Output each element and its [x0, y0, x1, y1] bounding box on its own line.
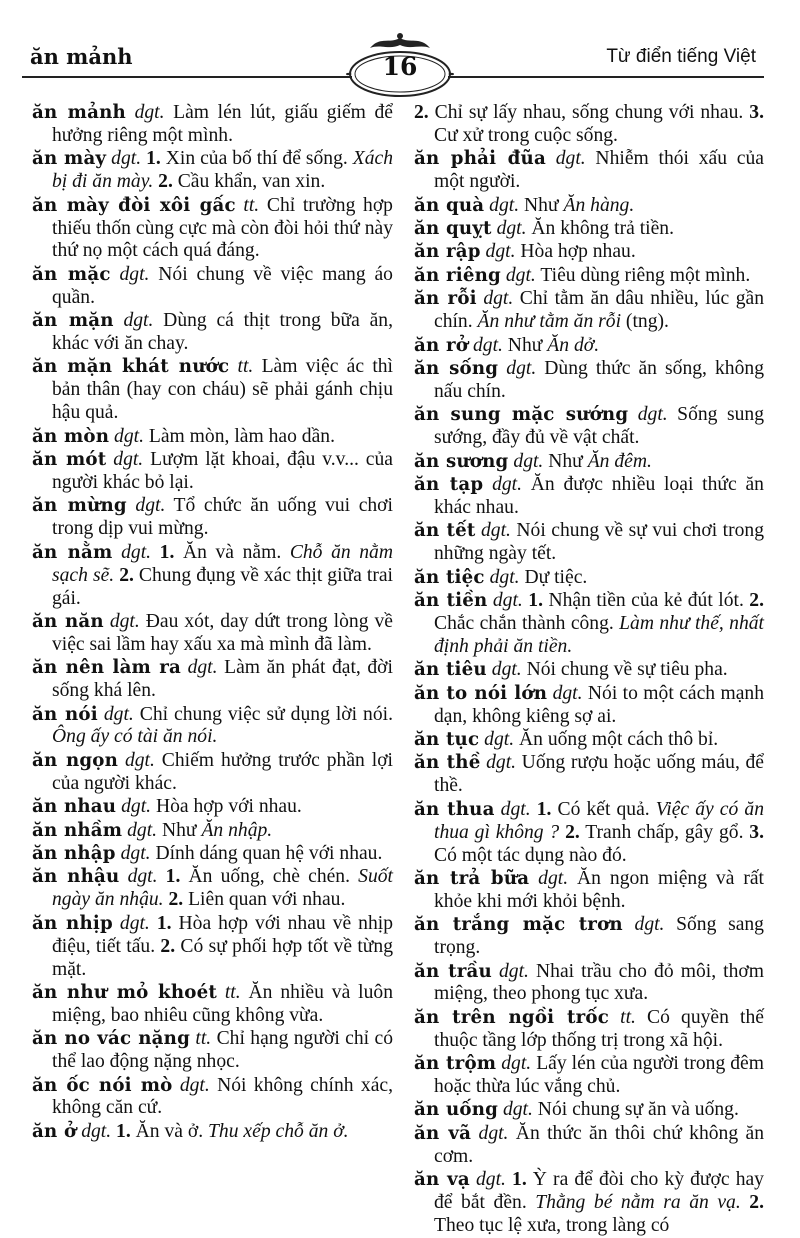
definition-text: Hòa hợp với nhau về nhịp điệu, tiết tấu.	[52, 912, 394, 957]
header-rule-right	[448, 76, 764, 78]
dictionary-entry	[32, 1075, 393, 1121]
headword: ăn to nói lớn	[414, 682, 548, 704]
definition-text: Có kết quả.	[551, 798, 656, 820]
definition-text: Chỉ hạng người chỉ có thể lao động nặng nhọc.	[52, 1028, 393, 1073]
headword: ăn rỗi	[414, 288, 477, 310]
part-of-speech: dgt.	[513, 450, 544, 472]
example-text: Ăn hàng.	[563, 194, 635, 216]
headword: ăn tục	[414, 728, 480, 750]
part-of-speech: dgt.	[119, 263, 150, 285]
part-of-speech: dgt.	[127, 866, 158, 888]
sense-number: 2.	[160, 935, 176, 957]
headword: ăn thề	[414, 752, 481, 774]
part-of-speech: tt.	[237, 356, 254, 378]
definition-text: Đau xót, day dứt trong lòng về việc sai lầm hay xấu xa mà mình đã làm.	[52, 610, 393, 655]
part-of-speech: dgt.	[500, 798, 531, 820]
definition-text: Dính dáng quan hệ với nhau.	[150, 843, 383, 864]
headword: ăn ở	[32, 1120, 77, 1142]
sense-number: 1.	[116, 1120, 131, 1142]
example-text: Làm như thế, nhất định phải ăn tiền.	[434, 612, 764, 657]
definition-text: Ăn được nhiều loại thức ăn khác nhau.	[434, 474, 764, 518]
sense-number: 1.	[528, 590, 543, 612]
example-text: Chỗ ăn nằm sạch sẽ.	[52, 541, 394, 586]
sense-number: 1.	[512, 1169, 527, 1191]
definition-text: Tranh chấp, gây gổ.	[579, 821, 750, 843]
dictionary-entry	[32, 1121, 393, 1144]
headword: ăn mừng	[32, 495, 127, 517]
part-of-speech: dgt.	[81, 1120, 112, 1142]
dictionary-entry	[32, 148, 393, 194]
dictionary-entry	[414, 961, 764, 1007]
example-text: Ăn đêm.	[587, 450, 652, 472]
headword: ăn mòn	[32, 425, 110, 447]
example-text: Thằng bé nằm ra ăn vạ.	[535, 1192, 741, 1214]
dictionary-entry	[32, 356, 393, 425]
part-of-speech: dgt.	[492, 474, 523, 495]
headword: ăn trả bữa	[414, 867, 530, 889]
headword: ăn tết	[414, 520, 476, 542]
definition-text: Có một tác dụng nào đó.	[434, 844, 627, 866]
running-head-right: Từ điển tiếng Việt	[606, 46, 756, 67]
part-of-speech: dgt.	[480, 520, 511, 542]
dictionary-entry	[414, 567, 764, 590]
sense-number: 3.	[749, 102, 764, 123]
headword: ăn rở	[414, 334, 469, 356]
definition-text: Lấy lén của người trong đêm hoặc thừa lúc vắng chủ.	[434, 1053, 764, 1098]
sense-number: 1.	[159, 541, 175, 563]
example-text: Ăn như tằm ăn rỗi	[477, 311, 622, 333]
part-of-speech: dgt.	[502, 1099, 533, 1121]
dictionary-entry	[32, 796, 393, 819]
definition-text: Ăn ngon miệng và rất khỏe khi mới khỏi bệnh.	[434, 867, 765, 912]
definition-text: Hòa hợp nhau.	[515, 241, 636, 263]
dictionary-entry	[32, 264, 393, 310]
part-of-speech: dgt.	[475, 1169, 506, 1191]
part-of-speech: dgt.	[483, 288, 514, 310]
definition-text: Chỉ sự lấy nhau, sống chung với nhau.	[428, 102, 750, 123]
definition-text: Có sự phối hợp tốt về từng mặt.	[52, 935, 393, 980]
headword: ăn quà	[414, 194, 485, 216]
dictionary-entry	[414, 288, 764, 334]
headword: ăn mày đòi xôi gấc	[32, 194, 236, 216]
definition-text: Nhận tiền của kẻ đút lót.	[542, 590, 750, 612]
headword: ăn nhầm	[32, 819, 123, 841]
definition-text: Chiếm hưởng trước phần lợi của người khác.	[52, 749, 393, 794]
definition-text: Nói chung sự ăn và uống.	[532, 1099, 739, 1121]
dictionary-entry	[32, 310, 393, 356]
sense-number: 3.	[749, 821, 764, 843]
part-of-speech: dgt.	[489, 194, 520, 216]
headword: ăn riêng	[414, 264, 501, 286]
headword: ăn mót	[32, 449, 107, 471]
dictionary-entry	[414, 241, 764, 264]
headword: ăn trên ngồi trốc	[414, 1006, 610, 1028]
example-text: Ăn dở.	[547, 334, 600, 356]
definition-text: (tng).	[621, 311, 669, 333]
definition-text: Tiêu dùng riêng một mình.	[535, 264, 751, 286]
part-of-speech: dgt.	[119, 912, 150, 934]
headword: ăn mặn	[32, 310, 114, 332]
part-of-speech: dgt.	[109, 610, 140, 632]
example-text: Ăn nhập.	[201, 819, 273, 841]
definition-text: Liên quan với nhau.	[183, 889, 346, 911]
part-of-speech: dgt.	[121, 796, 152, 818]
sense-number: 2.	[749, 1192, 764, 1214]
part-of-speech: dgt.	[135, 495, 166, 517]
dictionary-entry	[414, 868, 764, 914]
definition-text: Ăn uống, chè chén.	[180, 866, 359, 888]
definition-text: Chung đụng về xác thịt giữa trai gái.	[52, 564, 393, 609]
definition-text: Chỉ tằm ăn dâu nhiều, lúc gần chín.	[434, 288, 764, 333]
part-of-speech: dgt.	[120, 843, 151, 864]
dictionary-entry	[414, 520, 764, 566]
example-text: Việc ấy có ăn thua gì không ?	[434, 798, 764, 843]
dictionary-entry	[414, 1099, 764, 1122]
dictionary-entry	[32, 449, 393, 495]
headword: ăn tiêu	[414, 659, 487, 681]
definition-text: Dùng cá thịt trong bữa ăn, khác với ăn chay.	[52, 310, 393, 355]
dictionary-entry	[414, 195, 764, 218]
part-of-speech: dgt.	[634, 914, 665, 936]
dictionary-entry	[32, 657, 393, 703]
right-column	[414, 102, 764, 1238]
sense-number: 1.	[146, 148, 161, 170]
headword: ăn nên làm ra	[32, 657, 181, 679]
part-of-speech: dgt.	[498, 960, 529, 982]
dictionary-entry	[414, 590, 764, 659]
dictionary-entry	[32, 750, 393, 796]
part-of-speech: dgt.	[555, 148, 586, 170]
part-of-speech: tt.	[224, 981, 241, 1003]
definition-text: Như	[502, 334, 548, 356]
definition-text: Theo tục lệ xưa, trong làng có	[434, 1215, 670, 1236]
definition-text: Như	[157, 819, 202, 841]
headword: ăn mặc	[32, 263, 111, 285]
headword: ăn sương	[414, 450, 509, 472]
dictionary-entry	[414, 659, 764, 682]
headword: ăn vã	[414, 1122, 472, 1144]
dictionary-entry	[414, 752, 764, 798]
sense-number: 2.	[565, 821, 580, 843]
example-text: Ông ấy có tài ăn nói.	[52, 726, 218, 748]
dictionary-entry	[414, 404, 764, 450]
definition-text	[150, 913, 157, 934]
definition-text	[741, 1192, 750, 1213]
headword: ăn tạp	[414, 474, 484, 495]
header-rule-left	[22, 76, 352, 78]
headword: ăn quỵt	[414, 218, 492, 240]
running-head-left: ăn mảnh	[30, 44, 133, 69]
definition-text: Ăn không trả tiền.	[526, 218, 674, 240]
headword: ăn tiền	[414, 590, 488, 612]
part-of-speech: dgt.	[124, 749, 155, 771]
dictionary-entry	[32, 542, 393, 611]
dictionary-entry	[32, 866, 393, 912]
part-of-speech: dgt.	[552, 682, 583, 704]
dictionary-entry	[414, 358, 764, 404]
definition-text: Nhai trầu cho đỏ môi, thơm miệng, theo phong tục xưa.	[434, 960, 764, 1005]
headword: ăn mày	[32, 148, 107, 170]
headword: ăn trộm	[414, 1053, 497, 1075]
headword: ăn sống	[414, 357, 499, 379]
part-of-speech: dgt.	[472, 334, 503, 356]
definition-text: Như	[519, 194, 564, 216]
sense-number: 1.	[156, 912, 172, 934]
dictionary-entry	[414, 148, 764, 194]
headword: ăn tiệc	[414, 566, 485, 588]
definition-text: Nhiễm thói xấu của một người.	[434, 148, 765, 193]
definition-text: Ăn nhiều và luôn miệng, bao nhiêu cũng không vừa.	[52, 981, 393, 1026]
example-text: Xách bị đi ăn mày.	[52, 148, 394, 193]
dictionary-entry	[32, 195, 393, 264]
definition-text: Làm lén lút, giấu giếm để hưởng riêng một mình.	[52, 102, 393, 146]
dictionary-entry	[414, 683, 764, 729]
part-of-speech: dgt.	[538, 867, 569, 889]
part-of-speech: dgt.	[103, 703, 134, 725]
dictionary-entry	[32, 913, 393, 982]
definition-text: Như	[543, 450, 588, 472]
definition-text: Sống sung sướng, đầy đủ về vật chất.	[434, 404, 764, 449]
dictionary-entry	[414, 1169, 764, 1238]
continued-entry	[414, 102, 764, 148]
part-of-speech: dgt.	[496, 218, 527, 240]
definition-text: Sống sang trọng.	[434, 914, 764, 959]
definition-text: Nói không chính xác, không căn cứ.	[52, 1074, 393, 1119]
definition-text: Nói chung về sự tiêu pha.	[521, 659, 728, 681]
dictionary-entry	[32, 704, 393, 750]
dictionary-entry	[32, 495, 393, 541]
headword: ăn ngọn	[32, 749, 119, 771]
dictionary-entry	[414, 218, 764, 241]
part-of-speech: dgt.	[491, 659, 522, 681]
part-of-speech: dgt.	[134, 102, 165, 123]
definition-text: Ăn và nằm.	[174, 541, 290, 563]
definition-text: Hòa hợp với nhau.	[151, 796, 302, 818]
dictionary-entry	[414, 335, 764, 358]
definition-text: Ỳ ra để đòi cho kỳ được hay để bắt đền.	[434, 1169, 764, 1214]
part-of-speech: tt.	[620, 1006, 636, 1028]
definition-text: Làm ăn phát đạt, đời sống khá lên.	[52, 657, 393, 702]
sense-number: 2.	[168, 889, 184, 911]
page-header	[0, 0, 800, 100]
definition-text: Chỉ chung việc sử dụng lời nói.	[133, 703, 393, 725]
definition-text: Có quyền thế thuộc tầng lớp thống trị trong xã hội.	[434, 1006, 764, 1051]
headword: ăn nhập	[32, 843, 116, 864]
headword: ăn phải đũa	[414, 148, 546, 170]
headword: ăn vạ	[414, 1169, 470, 1191]
part-of-speech: dgt.	[123, 310, 154, 332]
definition-text: Cư xử trong cuộc sống.	[434, 124, 618, 146]
headword: ăn uống	[414, 1099, 499, 1121]
part-of-speech: dgt.	[506, 357, 537, 379]
example-text: Suốt ngày ăn nhậu.	[52, 866, 393, 911]
headword: ăn ốc nói mò	[32, 1074, 173, 1096]
part-of-speech: dgt.	[492, 590, 523, 612]
page-number: 16	[382, 52, 418, 81]
headword: ăn mảnh	[32, 102, 126, 123]
headword: ăn nhau	[32, 796, 117, 818]
dictionary-entry	[32, 426, 393, 449]
sense-number: 2.	[414, 102, 429, 123]
sense-number: 2.	[158, 171, 173, 193]
part-of-speech: dgt.	[111, 148, 142, 170]
part-of-speech: dgt.	[489, 566, 520, 588]
definition-text: Làm việc ác thì bản thân (hay con cháu) sẽ phải gánh chịu hậu quả.	[52, 356, 394, 424]
definition-text: Xin của bố thí để sống.	[160, 148, 353, 170]
example-text: Thu xếp chỗ ăn ở.	[208, 1120, 349, 1142]
definition-text: Lượm lặt khoai, đậu v.v... của người khác bỏ lại.	[52, 449, 394, 493]
definition-text: Dùng thức ăn sống, không nấu chín.	[434, 357, 764, 402]
definition-text: Cầu khẩn, van xin.	[172, 171, 326, 193]
headword: ăn thua	[414, 798, 495, 820]
part-of-speech: tt.	[195, 1028, 212, 1050]
definition-text: Chắc chắn thành công.	[434, 612, 620, 634]
part-of-speech: dgt.	[179, 1074, 210, 1096]
definition-text: Ăn uống một cách thô bỉ.	[514, 728, 719, 750]
headword: ăn sung mặc sướng	[414, 404, 629, 426]
left-column	[32, 102, 393, 1144]
headword: ăn nằm	[32, 541, 113, 563]
definition-text: Chỉ trường hợp thiếu thốn cùng cực mà còn đòi hỏi thứ này thứ nọ một cách quá đáng.	[52, 194, 393, 262]
part-of-speech: dgt.	[486, 752, 517, 774]
part-of-speech: dgt.	[114, 425, 144, 447]
part-of-speech: dgt.	[485, 241, 516, 263]
dictionary-entry	[414, 729, 764, 752]
sense-number: 2.	[119, 564, 134, 586]
dictionary-entry	[414, 1123, 764, 1169]
headword: ăn mặn khát nước	[32, 356, 230, 378]
sense-number: 2.	[749, 590, 764, 612]
headword: ăn nhịp	[32, 912, 113, 934]
headword: ăn trầu	[414, 960, 492, 982]
sense-number: 1.	[536, 798, 552, 820]
headword: ăn trắng mặc trơn	[414, 914, 623, 936]
sense-number: 1.	[165, 866, 181, 888]
headword: ăn như mỏ khoét	[32, 981, 217, 1003]
definition-text: Ăn thức ăn thôi chứ không ăn cơm.	[434, 1122, 764, 1167]
dictionary-entry	[414, 474, 764, 520]
definition-text	[151, 542, 160, 563]
definition-text: Làm mòn, làm hao dần.	[143, 425, 335, 447]
dictionary-entry	[32, 820, 393, 843]
part-of-speech: dgt.	[127, 819, 158, 841]
dictionary-entry	[414, 1007, 764, 1053]
dictionary-entry	[32, 102, 393, 148]
definition-text: Tổ chức ăn uống vui chơi trong dịp vui mừng.	[52, 495, 393, 540]
part-of-speech: dgt.	[637, 404, 668, 426]
dictionary-entry	[414, 265, 764, 288]
part-of-speech: dgt.	[113, 449, 144, 471]
definition-text: Uống rượu hoặc uống máu, để thề.	[434, 752, 764, 797]
part-of-speech: dgt.	[501, 1053, 532, 1075]
dictionary-entry	[32, 982, 393, 1028]
dictionary-entry	[414, 1053, 764, 1099]
part-of-speech: tt.	[243, 194, 260, 216]
headword: ăn nhậu	[32, 866, 120, 888]
dictionary-entry	[414, 799, 764, 868]
headword: ăn rập	[414, 241, 481, 263]
headword: ăn năn	[32, 610, 104, 632]
definition-text: Dự tiệc.	[519, 566, 588, 588]
definition-text: Nói chung về sự vui chơi trong những ngày tết.	[434, 520, 764, 565]
dictionary-entry	[32, 843, 393, 866]
dictionary-entry	[32, 1028, 393, 1074]
headword: ăn nói	[32, 703, 98, 725]
part-of-speech: dgt.	[478, 1122, 509, 1144]
dictionary-entry	[32, 611, 393, 657]
headword: ăn no vác nặng	[32, 1028, 191, 1050]
definition-text: Nói to một cách mạnh dạn, không kiêng sợ ai.	[434, 682, 764, 727]
dictionary-entry	[414, 451, 764, 474]
part-of-speech: dgt.	[484, 728, 515, 750]
part-of-speech: dgt.	[505, 264, 536, 286]
definition-text	[158, 866, 166, 887]
dictionary-entry	[414, 914, 764, 960]
definition-text: Nói chung về việc mang áo quần.	[52, 263, 393, 308]
part-of-speech: dgt.	[187, 657, 218, 679]
part-of-speech: dgt.	[121, 541, 152, 563]
definition-text: Ăn và ở.	[130, 1120, 209, 1142]
